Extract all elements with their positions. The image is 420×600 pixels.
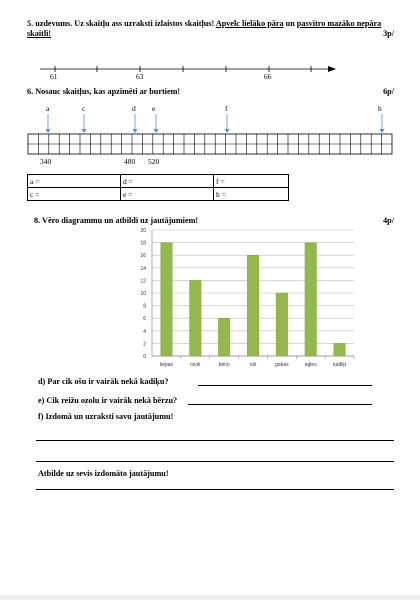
nl6-letter-c: c <box>82 104 86 113</box>
question-e: e) Cik reižu ozolu ir vairāk nekā bērzu? <box>38 396 178 405</box>
answer-heading: Atbilde uz sevis izdomāto jautājumu! <box>38 469 169 478</box>
task5-title: 5. uzdevums. Uz skaitļu ass uzraksti izlaistos skaitļus! <box>27 19 215 28</box>
bar-oši <box>247 255 259 356</box>
pointer-arrow <box>225 114 230 133</box>
answer-line-d[interactable] <box>198 385 372 386</box>
pointer-arrow <box>154 114 159 133</box>
answer-table-6 <box>27 174 289 201</box>
pointer-arrow <box>46 114 51 133</box>
pointer-arrow <box>133 114 138 133</box>
y-tick-label: 8 <box>143 303 146 310</box>
bar-bērzi <box>218 318 230 356</box>
question-f: f) Izdomā un uzraksti savu jautājumu! <box>38 412 174 421</box>
bar-chart <box>118 224 358 372</box>
nl5-label-66: 66 <box>264 72 272 81</box>
task5-instr-and: un <box>285 19 295 28</box>
y-tick-label: 20 <box>140 228 146 234</box>
answer-cell-e[interactable]: e = <box>121 188 214 201</box>
bar-gobas <box>276 293 288 356</box>
pointer-arrow <box>82 114 87 133</box>
answer-line-f1[interactable] <box>36 440 394 441</box>
bar-egles <box>305 243 317 356</box>
task5-points: 3p/ <box>383 29 394 38</box>
bar-ozoli <box>190 280 202 356</box>
x-tick-label: egles <box>304 362 317 368</box>
nl6-number-520: 520 <box>148 157 160 166</box>
answer-cell-d[interactable]: d = <box>121 175 214 188</box>
y-tick-label: 18 <box>140 240 146 247</box>
task5-instr-even: Apvelc lielāko pāra <box>215 19 284 28</box>
page-bottom-edge <box>0 595 420 600</box>
task5-instructions <box>27 19 397 39</box>
answer-line-own[interactable] <box>36 489 394 490</box>
nl6-letter-e: e <box>152 104 156 113</box>
nl6-number-340: 340 <box>40 157 52 166</box>
task8-points: 4p/ <box>383 216 394 225</box>
answer-cell-f[interactable]: f = <box>214 175 289 188</box>
task6-points: 6p/ <box>383 87 394 96</box>
task5-instr-odd: pasvītro mazāko nepāra <box>296 19 382 28</box>
x-tick-label: kadiķi <box>333 362 346 368</box>
y-tick-label: 0 <box>143 354 146 360</box>
y-tick-label: 6 <box>143 316 146 323</box>
chart-svg <box>118 224 358 372</box>
pointer-arrow <box>380 114 385 133</box>
y-tick-label: 10 <box>140 291 146 297</box>
x-tick-label: oši <box>249 362 257 368</box>
nl6-letter-h: h <box>378 104 382 113</box>
task5-instr-number: skaitli! <box>27 29 52 38</box>
answer-cell-a[interactable]: a = <box>28 175 121 188</box>
answer-cell-c[interactable]: c = <box>28 188 121 201</box>
number-line-6 <box>26 112 396 157</box>
nl6-letter-f: f <box>225 104 228 113</box>
nl5-label-61: 61 <box>50 72 58 81</box>
task6-title: 6. Nosauc skaitļus, kas apzīmēti ar burtiem! <box>27 87 181 96</box>
bar-kadiķi <box>334 343 346 356</box>
x-tick-label: gobas <box>275 362 289 368</box>
answer-row <box>28 175 289 188</box>
y-tick-label: 16 <box>140 253 146 260</box>
x-tick-label: ozoli <box>190 362 201 368</box>
answer-row <box>28 188 289 201</box>
x-tick-label: bērzi <box>218 362 230 368</box>
task8-title: 8. Vēro diagrammu un atbildi uz jautājumiem! <box>34 216 199 225</box>
y-tick-label: 2 <box>143 341 146 348</box>
bar-liepas <box>161 243 173 356</box>
answer-line-f2[interactable] <box>36 461 394 462</box>
y-tick-label: 4 <box>143 328 146 335</box>
number-line-5 <box>40 60 340 80</box>
nl6-letter-a: a <box>46 104 50 113</box>
y-tick-label: 12 <box>140 278 146 285</box>
nl6-number-480: 480 <box>124 157 136 166</box>
nl5-label-63: 63 <box>136 72 144 81</box>
x-tick-label: liepas <box>159 362 173 368</box>
answer-cell-h[interactable]: h = <box>214 188 289 201</box>
question-d: d) Par cik ošu ir vairāk nekā kadiķu? <box>38 377 169 386</box>
y-tick-label: 14 <box>140 265 146 272</box>
nl6-letter-d: d <box>132 104 136 113</box>
answer-line-e[interactable] <box>188 404 372 405</box>
